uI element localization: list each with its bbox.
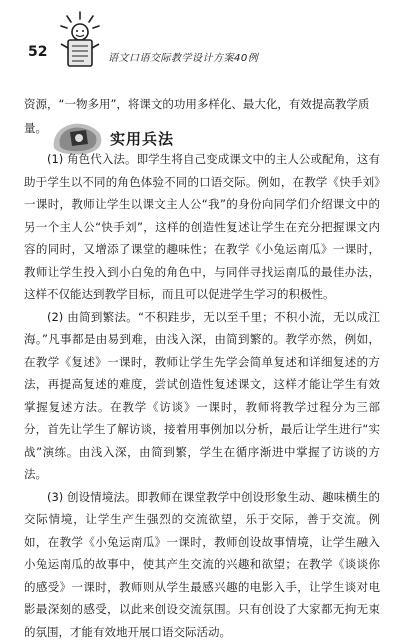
paragraph-situation-creation: (3) 创设情境法。即教师在课堂教学中创设形象生动、趣味横生的交际情境，让学生产生强烈的交流欲望，乐于交际，善于交流。例如，在教学《小兔运南瓜》一课时，教师创设故事情境，让学生融入小兔运南瓜的故事中，使其产生交流的兴趣和欲望；在教学《谈谈你的感受》一课时，教师则从学生最感兴趣的电影入手，让学生谈对电影最深刻的感受，以此来创设交流氛围。只有创设了大家都无拘无束的氛围，才能有效地开展口语交际活动。 [24,486,380,643]
lead-text: 资源，“一物多用”，将课文的功用多样化、最大化，有效提高教学质量。 [24,92,380,140]
mascot-icon [56,10,104,72]
article-body [24,148,380,643]
page-number: 52 [28,44,47,60]
paragraph-simple-to-complex: (2) 由简到繁法。“不积跬步，无以至千里；不积小流，无以成江海。”凡事都是由易到难，由浅入深，由简到繁的。教学亦然，例如，在教学《复述》一课时，教师让学生先学会简单复述和详细复述的方法，再提高复述的难度，尝试创造性复述课文，这样才能让学生有效掌握复述方法。在教学《访谈》一课时，教师将教学过程分为三部分，首先让学生了解访谈，接着用事例加以分析，最后让学生进行“实战”演练。由浅入深，由简到繁，学生在循序渐进中掌握了访谈的方法。 [24,306,380,486]
section-title: 实用兵法 [110,128,174,149]
paragraph-role-play: (1) 角色代入法。即学生将自己变成课文中的主人公或配角，这有助于学生以不同的角色体验不同的口语交际。例如，在教学《快手刘》一课时，教师让学生以课文主人公“我”的身份向同学们介绍课文中的另一个主人公“快手刘”，这样的创造性复述让学生在充分把握课文内容的同时，又增添了课堂的趣味性；在教学《小兔运南瓜》一课时，教师让学生投入到小白兔的角色中，与同伴寻找运南瓜的最佳办法，这样不仅能达到教学目标，而且可以促进学生学习的积极性。 [24,148,380,306]
book-title: 语文口语交际教学设计方案40例 [108,49,258,64]
page-header [24,10,384,72]
